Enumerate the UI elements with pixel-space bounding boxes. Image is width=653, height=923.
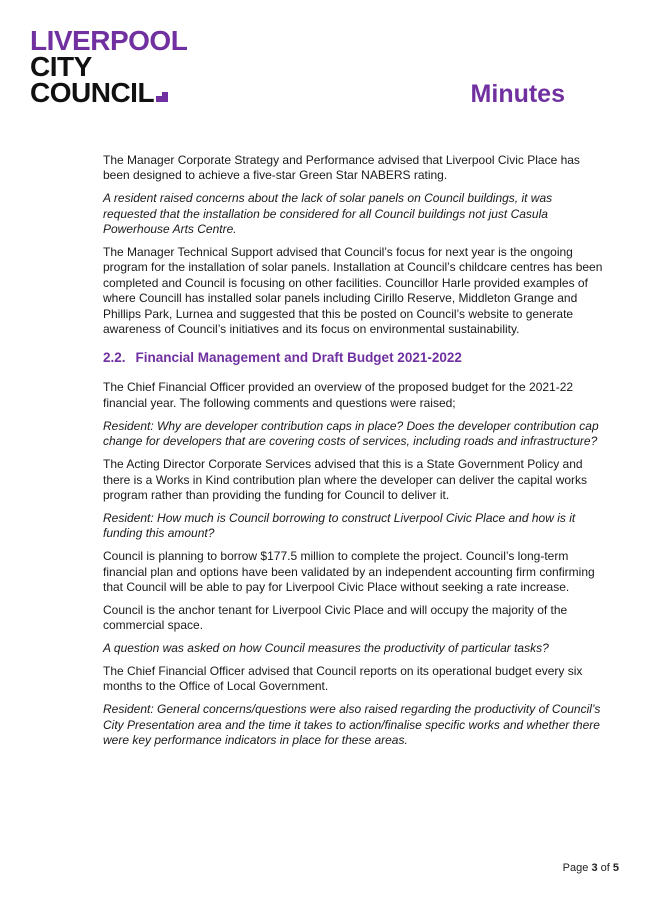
council-logo [30, 25, 230, 108]
paragraph: The Manager Corporate Strategy and Performance advised that Liverpool Civic Place has been designed to achieve a five-star Green Star NABERS rating. [103, 153, 580, 183]
paragraph: Council is planning to borrow $177.5 million to complete the project. Council’s long-term financial plan and options have been validated by an independent accounting firm confirming that Council will be able to pay for Liverpool Civic Place without seeking a rate increase. [103, 549, 595, 594]
logo-line-city: CITY [30, 51, 92, 82]
resident-question: Resident: Why are developer contribution caps in place? Does the developer contribution cap change for developers that are covering costs of services, including roads and infrastructure? [103, 418, 599, 449]
paragraph: The Manager Technical Support advised that Council’s focus for next year is the ongoing program for the installation of solar panels. Installation at Council’s childcare centres has been completed and Council is focusing on other facilities. Councillor Harle provided examples of where Councill has installed solar panels including Cirillo Reserve, Middleton Grange and Phillips Park, Lurnea and suggested that this be posted on Council’s website to generate awareness of Council’s initiatives and its focus on environmental sustainability. [103, 245, 603, 337]
page-of: of [600, 862, 610, 874]
paragraph: Council is the anchor tenant for Liverpool Civic Place and will occupy the majority of the commercial space. [103, 602, 568, 633]
page-total: 5 [612, 862, 619, 874]
paragraph: The Acting Director Corporate Services advised that this is a State Government Policy and there is a Works in Kind contribution plan where the developer can deliver the capital works program rather than providing the funding for Council to deliver it. [103, 457, 588, 502]
logo-mark-icon [156, 92, 168, 102]
logo-line-council: COUNCIL [30, 77, 155, 108]
section-heading [103, 349, 603, 367]
page-current: 3 [591, 862, 598, 874]
page-prefix: Page [562, 862, 589, 874]
minutes-body [103, 153, 603, 756]
resident-question: Resident: How much is Council borrowing to construct Liverpool Civic Place and how is it funding this amount? [103, 510, 576, 541]
paragraph: The Chief Financial Officer provided an overview of the proposed budget for the 2021-22 financial year. The following comments and questions were raised; [103, 380, 574, 410]
page-number [563, 862, 619, 874]
section-number: 2.2. [103, 350, 126, 366]
resident-question: A question was asked on how Council measures the productivity of particular tasks? [103, 641, 549, 656]
resident-question: Resident: General concerns/questions were also raised regarding the productivity of Council’s City Presentation area and the time it takes to action/finalise specific works and whether there were key performance indicators in place for these areas. [103, 702, 601, 748]
logo-line-liverpool: LIVERPOOL [30, 25, 188, 56]
resident-question: A resident raised concerns about the lack of solar panels on Council buildings, it was requested that the installation be considered for all Council buildings not just Casula Powerhouse Arts Centre. [103, 191, 553, 237]
section-title: Financial Management and Draft Budget 2021-2022 [135, 350, 462, 366]
paragraph: The Chief Financial Officer advised that Council reports on its operational budget every six months to the Office of Local Government. [103, 664, 583, 694]
logo-line-council-row [30, 77, 230, 108]
document-title: Minutes [470, 80, 565, 108]
